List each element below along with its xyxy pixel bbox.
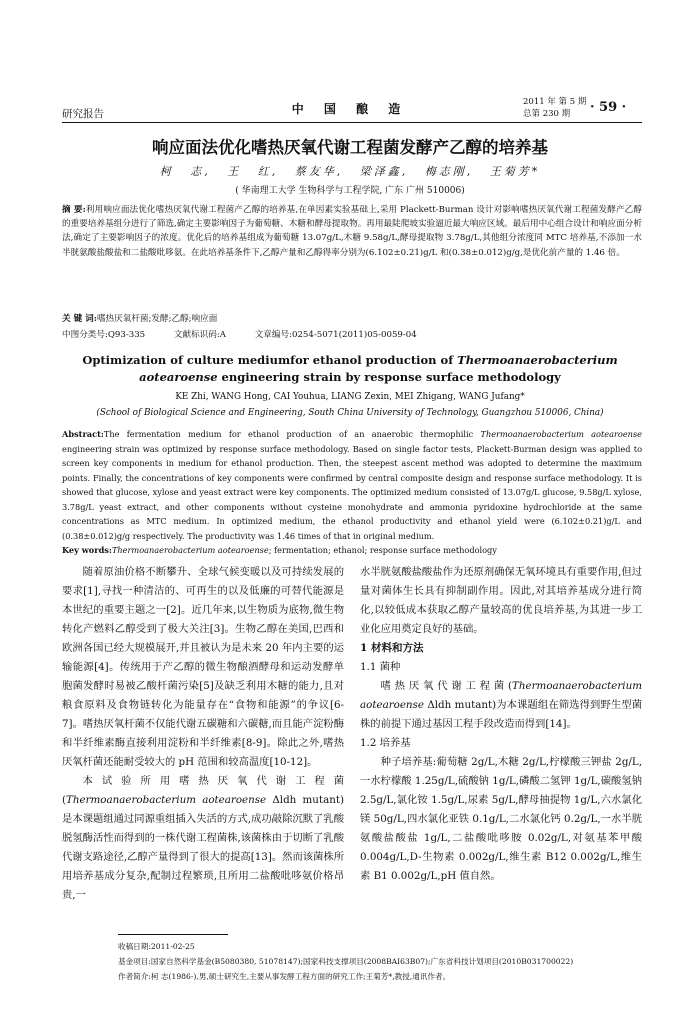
right-paragraph-1: 水半胱氨酸盐酸盐作为还原剂确保无氧环境具有重要作用,但过量对菌体生长具有抑制副作用。因此,对其培养基成分进行简化,以较低成本获取乙醇产量较高的优良培养基,为其进一步工业化应用奠定良好的基础。 — [360, 566, 642, 635]
abstract-en — [62, 427, 642, 543]
abstract-cn-text: 利用响应面法优化嗜热厌氧代谢工程菌产乙醇的培养基,在单因素实验基础上,采用 Plackett-Burman 设计对影响嗜热厌氧代谢工程菌发酵产乙醇的重要培养基组分进行了筛选,确定主要影响因子为葡萄糖、木糖和酵母提取物。再用最陡爬坡实验逼近最大响应区域。最后用中心组合设计和响应面分析法,确定了主要影响因子的浓度。优化后的培养基组成为葡萄糖 13.07g/L,木糖 9.58g/L,酵母提取物 3.78g/L,其他组分浓度同 MTC 培养基,不添加一水半胱氨酸盐酸盐和二盐酸吡哆氨。在此培养基条件下,乙醇产量和乙醇得率分别为(6.102±0.21)g/L 和(0.38±0.012)g/g,是优化前产量的 1.46 倍。 — [62, 205, 642, 258]
body-left-column — [62, 563, 344, 905]
abstract-en-label: Abstract: — [62, 429, 104, 439]
affiliation-en: (School of Biological Science and Engineering, South China University of Technology, Guangzhou 510006, China) — [96, 408, 604, 418]
abstract-cn — [62, 203, 642, 260]
abstract-en-part2: engineering strain was optimized by response surface methodology. Based on single factor tests, Plackett-Burman design was applied to screen key components in medium for ethanol production. Then, the steepest ascent method was adopted to determine the maximum points. Finally, the concentrations of key components were confirmed by central composite design and response surface methodology. It is showed that glucose, xylose and yeast extract were key components. The optimized medium consisted of 13.07g/L glucose, 9.58g/L xylose, 3.78g/L yeast extract, and other components without cysteine monohydrate and ammonia pyridoxine hydrochloride at the same concentrations as MTC medium. In optimized medium, the ethanol productivity and ethanol yield were (6.102±0.21)g/L and (0.38±0.012)g/g respectively. The productivity was 1.46 times of that in original medium. — [62, 443, 642, 541]
footnote-rule — [118, 934, 228, 935]
title-en-part1: Optimization of culture mediumfor ethanol production of — [82, 353, 458, 367]
title-cn: 响应面法优化嗜热厌氧代谢工程菌发酵产乙醇的培养基 — [152, 138, 548, 157]
section-heading-1-1: 1.1 菌种 — [360, 661, 401, 673]
intro-p2-species: Thermoanaerobacterium aotearoense — [66, 794, 267, 806]
clc-number: 中图分类号:Q93-335 — [62, 330, 146, 340]
fund-info: 基金项目:国家自然科学基金(B5080380, 51078147);国家科技支撑项目(2008BAI63B07);广东省科技计划项目(2010B031700022) — [118, 957, 574, 966]
journal-name: 中 国 酿 造 — [291, 102, 409, 116]
document-code: 文献标识码:A — [173, 330, 226, 340]
classification-line — [62, 328, 642, 340]
author-bio: 作者简介:柯 志(1986-),男,硕士研究生,主要从事发酵工程方面的研究工作;王菊芳*,教授,通讯作者。 — [118, 972, 451, 981]
abstract-en-part1: The fermentation medium for ethanol production of an anaerobic thermophilic — [103, 429, 481, 439]
intro-paragraph-2 — [62, 772, 344, 905]
header-rule — [62, 122, 642, 123]
keywords-cn — [62, 312, 642, 324]
strain-species: Thermoanaerobacterium aotearoense — [360, 680, 642, 711]
affiliation-cn: ( 华南理工大学 生物科学与工程学院, 广东 广州 510006) — [235, 186, 465, 196]
footnotes — [118, 939, 644, 984]
section-heading-1-2: 1.2 培养基 — [360, 737, 411, 749]
keywords-en-label: Key words: — [62, 545, 112, 555]
issue-info — [523, 96, 586, 120]
authors-en: KE Zhi, WANG Hong, CAI Youhua, LIANG Zexin, MEI Zhigang, WANG Jufang* — [175, 392, 525, 402]
abstract-en-species: Thermoanaerobacterium aotearoense — [480, 429, 642, 439]
total-issue: 总第 230 期 — [523, 109, 571, 119]
keywords-cn-label: 关 键 词: — [62, 314, 97, 324]
strain-part1: 嗜热厌氧代谢工程菌( — [380, 680, 513, 692]
abstract-cn-label: 摘 要: — [62, 205, 86, 215]
title-en-species: Thermoanaerobacterium aotearoense — [139, 353, 618, 384]
strain-paragraph — [360, 677, 642, 734]
keywords-cn-text: 嗜热厌氧杆菌;发酵;乙醇;响应面 — [96, 314, 218, 324]
medium-paragraph: 种子培养基:葡萄糖 2g/L,木糖 2g/L,柠檬酸三钾盐 2g/L,一水柠檬酸 1.25g/L,硫酸钠 1g/L,磷酸二氢钾 1g/L,碳酸氢钠 2.5g/L,氯化铵 1.5g/L,尿素 5g/L,酵母抽提物 1g/L,六水氯化镁 50g/L,四水氯化亚铁 0.1g/L,二水氯化钙 0.2g/L,一水半胱氨酸盐酸盐 1g/L,二盐酸吡哆胺 0.02g/L,对氨基苯甲酸 0.004g/L,D-生物素 0.002g/L,维生素 B12 0.002g/L,维生素 B1 0.002g/L,pH 值自然。 — [360, 756, 642, 882]
issue-number: 2011 年 第 5 期 — [523, 97, 587, 107]
keywords-en — [62, 545, 642, 555]
intro-paragraph-1: 随着原油价格不断攀升、全球气候变暖以及可持续发展的要求[1],寻找一种清洁的、可再生的以及低廉的可替代能源是本世纪的重要主题之一[2]。近几年来,以生物质为底物,微生物转化产燃料乙醇受到了极大关注[3]。生物乙醇在美国,巴西和欧洲各国已经大规模展开,并且被认为是未来 20 年内主要的运输能源[4]。传统用于产乙醇的微生物酿酒酵母和运动发酵单胞菌发酵时易被乙酸杆菌污染[5]及缺乏利用木糖的能力,且对粮食原料及食物链转化为能量存在“食物和能源”的争议[6-7]。嗜热厌氧杆菌不仅能代谢五碳糖和六碳糖,而且能产淀粉酶和半纤维素酶直接利用淀粉和半纤维素[8-9]。除此之外,嗜热厌氧杆菌还能耐受较大的 pH 范围和较高温度[10-12]。 — [62, 566, 344, 768]
received-date: 收稿日期:2011-02-25 — [118, 942, 195, 951]
page-number: · 59 · — [590, 100, 627, 115]
authors-cn: 柯 志, 王 红, 蔡友华, 梁泽鑫, 梅志刚, 王菊芳* — [159, 165, 541, 178]
section-label: 研究报告 — [62, 108, 104, 120]
section-heading-1: 1 材料和方法 — [360, 642, 424, 654]
keywords-en-rest: ; fermentation; ethanol; response surface methodology — [268, 545, 497, 555]
intro-p2-part2: Δldh mutant)是本课题组通过同源重组插入失活的方式,成功敲除沉默了乳酸脱氢酶活性而得到的一株代谢工程菌株,该菌株由于切断了乳酸代谢支路途径,乙醇产量得到了很大的提高[13]。然而该菌株所用培养基成分复杂,配制过程繁琐,且所用二盐酸吡哆氨价格昂贵,一 — [62, 794, 344, 901]
title-en-part2: engineering strain by response surface methodology — [217, 370, 561, 384]
title-en — [60, 352, 640, 386]
article-number: 文章编号:0254-5071(2011)05-0059-04 — [254, 330, 417, 340]
intro-p2-part1: 本试验所用嗜热厌氧代谢工程菌( — [62, 775, 344, 806]
strain-part2: Δldh mutant)为本课题组在筛选得到野生型菌株的前提下通过基因工程手段改造而得到[14]。 — [360, 699, 642, 730]
body-right-column — [360, 563, 642, 886]
keywords-en-species: Thermoanaerobacterium aotearoense — [111, 545, 269, 555]
